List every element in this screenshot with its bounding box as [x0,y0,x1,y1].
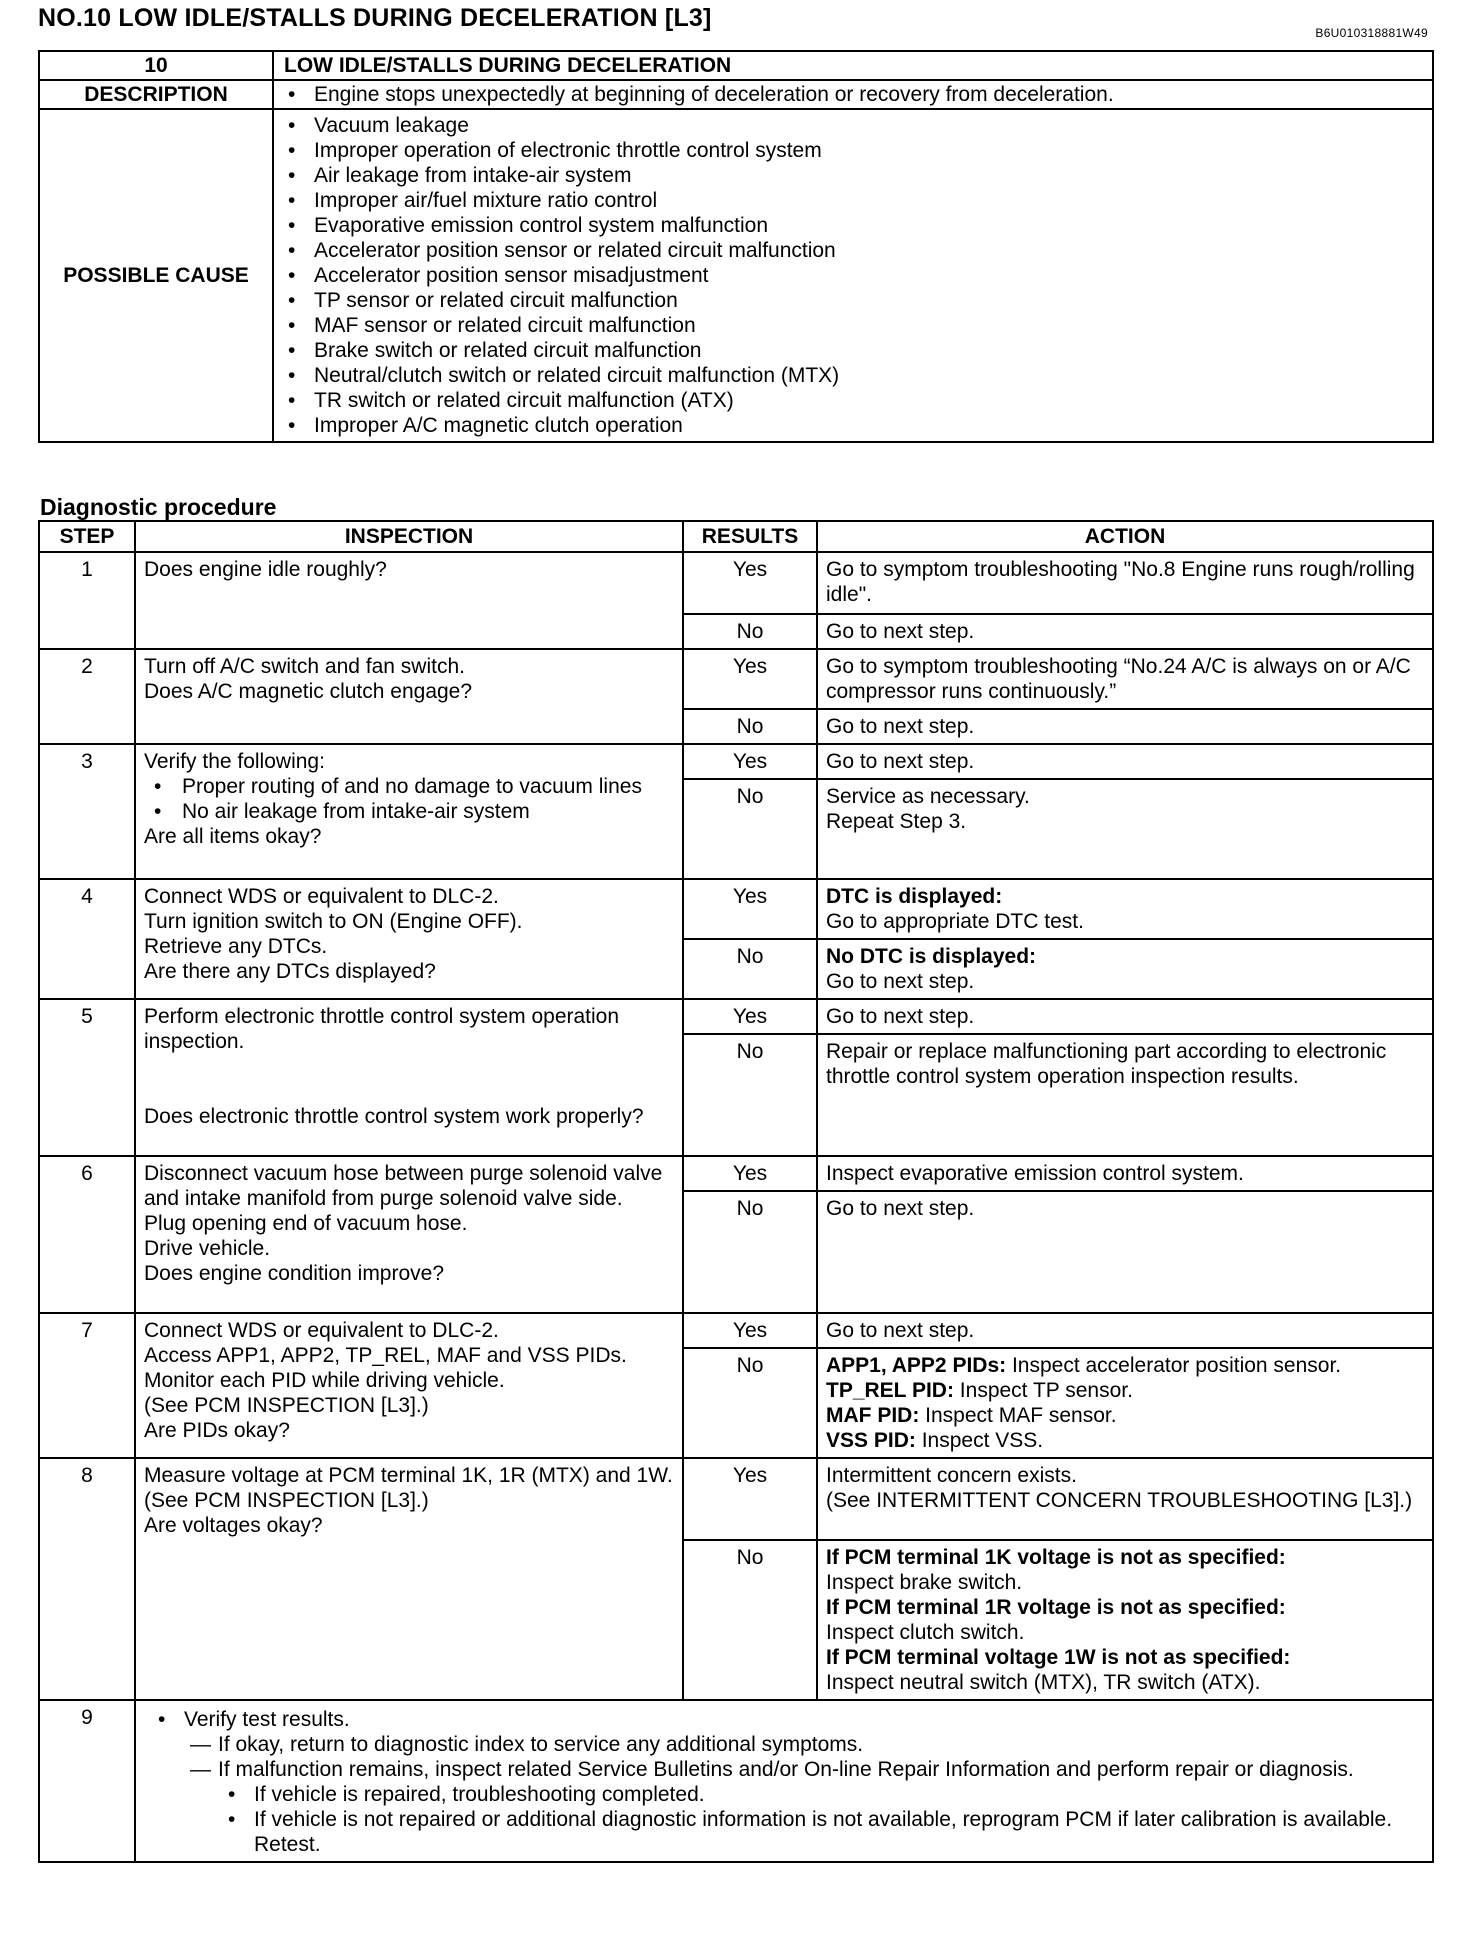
inspection-text: Does A/C magnetic clutch engage? [144,680,473,703]
result-no: No [683,1348,817,1458]
action-text: Go to next step. [826,1197,975,1220]
col-results: RESULTS [683,521,817,552]
action-item [826,1403,1424,1428]
action-text: Go to next step. [826,1319,975,1342]
result-no: No [683,1191,817,1313]
inspection-cell [135,999,683,1156]
action-text: Inspect clutch switch. [826,1621,1025,1644]
col-inspection: INSPECTION [135,521,683,552]
action-text: Go to next step. [826,715,975,738]
description-row [39,80,1433,109]
action-item-label: MAF PID: [826,1404,920,1427]
step-row [39,649,1433,709]
cause-list [282,113,1424,438]
cause-item: • Improper operation of electronic throttle control system [282,138,1424,163]
action-item-text: Inspect accelerator position sensor. [1006,1354,1342,1377]
result-yes: Yes [683,649,817,709]
cause-item: • TR switch or related circuit malfunction (ATX) [282,388,1424,413]
step-row [39,1156,1433,1191]
action-heading: No DTC is displayed: [826,945,1037,968]
result-no: No [683,1540,817,1700]
cause-item: • Air leakage from intake-air system [282,163,1424,188]
description-label: DESCRIPTION [39,80,273,109]
action-no [817,1191,1433,1313]
step-number: 6 [39,1156,135,1313]
symptom-number: 10 [39,51,273,80]
procedure-header-row [39,521,1433,552]
step-number: 8 [39,1458,135,1700]
step-number: 9 [39,1700,135,1862]
action-text: Go to next step. [826,970,975,993]
step-number: 2 [39,649,135,744]
symptom-heading: LOW IDLE/STALLS DURING DECELERATION [273,51,1433,80]
action-heading: If PCM terminal voltage 1W is not as specified: [826,1646,1291,1669]
action-item-text: Inspect TP sensor. [953,1379,1133,1402]
action-no [817,1348,1433,1458]
action-text: Go to next step. [826,620,975,643]
result-yes: Yes [683,999,817,1034]
action-item-text: Inspect VSS. [915,1429,1044,1452]
step-number: 5 [39,999,135,1156]
inspection-text: Verify the following: [144,750,325,773]
inspection-text: Plug opening end of vacuum hose. [144,1212,468,1235]
inspection-text: Connect WDS or equivalent to DLC-2. [144,885,499,908]
inspection-text: Does engine condition improve? [144,1262,445,1285]
inspection-cell [135,879,683,999]
action-item [826,1428,1424,1453]
action-text: Intermittent concern exists. [826,1464,1077,1487]
action-item-label: TP_REL PID: [826,1379,954,1402]
final-dash-item: — If okay, return to diagnostic index to service any additional symptoms. [144,1732,1424,1757]
action-no [817,614,1433,649]
action-item [826,1353,1424,1378]
final-sub-item: • If vehicle is not repaired or additional diagnostic information is not available, reprogram PCM if later calibration is available. Retest. [144,1807,1424,1857]
action-yes [817,649,1433,709]
action-item-label: APP1, APP2 PIDs: [826,1354,1007,1377]
action-no [817,1540,1433,1700]
action-no [817,779,1433,879]
result-yes: Yes [683,1313,817,1348]
result-yes: Yes [683,1458,817,1540]
action-text: Go to next step. [826,750,975,773]
action-text: Go to symptom troubleshooting "No.8 Engine runs rough/rolling idle". [826,558,1415,606]
result-no: No [683,939,817,999]
inspection-text: Are PIDs okay? [144,1419,290,1442]
possible-cause-row [39,109,1433,442]
inspection-cell [135,552,683,649]
inspection-text: (See PCM INSPECTION [L3].) [144,1489,429,1512]
step-row [39,879,1433,939]
result-yes: Yes [683,552,817,614]
possible-cause-cell [273,109,1433,442]
inspection-text: Are there any DTCs displayed? [144,960,436,983]
action-yes [817,879,1433,939]
possible-cause-label: POSSIBLE CAUSE [39,109,273,442]
cause-item: • TP sensor or related circuit malfunction [282,288,1424,313]
action-item-text: Inspect MAF sensor. [919,1404,1117,1427]
result-yes: Yes [683,1156,817,1191]
action-text: Go to next step. [826,1005,975,1028]
inspection-text: Are voltages okay? [144,1514,323,1537]
result-no: No [683,709,817,744]
symptom-table [38,50,1434,443]
action-yes [817,1458,1433,1540]
inspection-cell [135,1458,683,1700]
action-text: Inspect neutral switch (MTX), TR switch (ATX). [826,1671,1261,1694]
action-text: (See INTERMITTENT CONCERN TROUBLESHOOTING [L3].) [826,1489,1413,1512]
result-no: No [683,1034,817,1156]
action-item-label: VSS PID: [826,1429,916,1452]
step-number: 1 [39,552,135,649]
action-yes [817,552,1433,614]
inspection-text: (See PCM INSPECTION [L3].) [144,1394,429,1417]
step-number: 4 [39,879,135,999]
action-yes [817,744,1433,779]
step-row [39,744,1433,779]
step-row [39,1313,1433,1348]
action-no [817,709,1433,744]
document-id: B6U010318881W49 [1315,26,1428,40]
inspection-cell [135,1156,683,1313]
col-action: ACTION [817,521,1433,552]
step-row [39,1458,1433,1540]
step-number: 7 [39,1313,135,1458]
inspection-cell [135,744,683,879]
action-text: Repeat Step 3. [826,810,967,833]
description-text: • Engine stops unexpectedly at beginning of deceleration or recovery from deceleration. [282,82,1424,107]
inspection-text: Retrieve any DTCs. [144,935,328,958]
action-no [817,1034,1433,1156]
cause-item: • Brake switch or related circuit malfunction [282,338,1424,363]
final-step-cell [135,1700,1433,1862]
inspection-text: Are all items okay? [144,825,322,848]
inspection-bullet: • No air leakage from intake-air system [144,799,674,824]
section-title: Diagnostic procedure [40,494,277,520]
final-sub-item: • If vehicle is repaired, troubleshooting completed. [144,1782,1424,1807]
cause-item: • Evaporative emission control system malfunction [282,213,1424,238]
cause-item: • MAF sensor or related circuit malfunction [282,313,1424,338]
inspection-text: Access APP1, APP2, TP_REL, MAF and VSS PIDs. [144,1344,627,1367]
action-yes [817,1313,1433,1348]
inspection-text: Monitor each PID while driving vehicle. [144,1369,505,1392]
step-row [39,999,1433,1034]
inspection-text: Does engine idle roughly? [144,558,387,581]
result-yes: Yes [683,744,817,779]
action-no [817,939,1433,999]
cause-item: • Vacuum leakage [282,113,1424,138]
final-bullet: • Verify test results. [144,1707,1424,1732]
action-text: Go to symptom troubleshooting “No.24 A/C is always on or A/C compressor runs continuously.” [826,655,1411,703]
inspection-bullet: • Proper routing of and no damage to vacuum lines [144,774,674,799]
description-cell [273,80,1433,109]
inspection-cell [135,649,683,744]
diagnostic-procedure-table [38,520,1434,1863]
step-number: 3 [39,744,135,879]
inspection-text: Perform electronic throttle control system operation inspection. [144,1005,620,1053]
col-step: STEP [39,521,135,552]
inspection-text: Does electronic throttle control system work properly? [144,1105,644,1128]
action-heading: DTC is displayed: [826,885,1003,908]
inspection-text: Measure voltage at PCM terminal 1K, 1R (MTX) and 1W. [144,1464,673,1487]
cause-item: • Accelerator position sensor or related circuit malfunction [282,238,1424,263]
page-title: NO.10 LOW IDLE/STALLS DURING DECELERATION [L3] [38,4,712,32]
result-no: No [683,779,817,879]
cause-item: • Improper A/C magnetic clutch operation [282,413,1424,438]
inspection-text: Disconnect vacuum hose between purge solenoid valve and intake manifold from purge solenoid valve side. [144,1162,663,1210]
action-yes [817,999,1433,1034]
action-text: Inspect evaporative emission control system. [826,1162,1244,1185]
inspection-cell [135,1313,683,1458]
final-dash-item: — If malfunction remains, inspect related Service Bulletins and/or On-line Repair Information and perform repair or diagnosis. [144,1757,1424,1782]
action-item [826,1378,1424,1403]
action-text: Service as necessary. [826,785,1030,808]
symptom-header-row [39,51,1433,80]
action-text: Repair or replace malfunctioning part according to electronic throttle control system operation inspection results. [826,1040,1387,1088]
step-row [39,552,1433,614]
action-text: Inspect brake switch. [826,1571,1023,1594]
inspection-text: Drive vehicle. [144,1237,271,1260]
action-heading: If PCM terminal 1K voltage is not as specified: [826,1546,1286,1569]
inspection-text: Turn ignition switch to ON (Engine OFF). [144,910,523,933]
inspection-text: Turn off A/C switch and fan switch. [144,655,465,678]
step-row-final [39,1700,1433,1862]
action-text: Go to appropriate DTC test. [826,910,1084,933]
result-yes: Yes [683,879,817,939]
cause-item: • Accelerator position sensor misadjustment [282,263,1424,288]
cause-item: • Neutral/clutch switch or related circuit malfunction (MTX) [282,363,1424,388]
action-yes [817,1156,1433,1191]
result-no: No [683,614,817,649]
action-heading: If PCM terminal 1R voltage is not as specified: [826,1596,1286,1619]
cause-item: • Improper air/fuel mixture ratio control [282,188,1424,213]
inspection-text: Connect WDS or equivalent to DLC-2. [144,1319,499,1342]
